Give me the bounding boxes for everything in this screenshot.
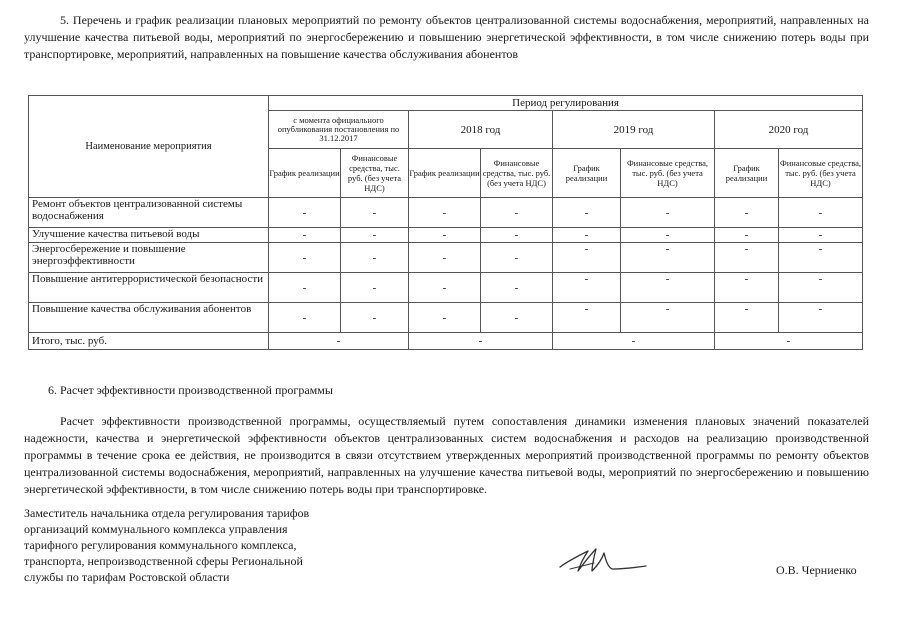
section-5-paragraph xyxy=(24,12,869,63)
total-cell: - xyxy=(409,333,553,350)
table-row xyxy=(29,228,863,243)
table-cell: - xyxy=(553,273,621,303)
section-5-text: 5. Перечень и график реализации плановых мероприятий по ремонту объектов централизованной системы водоснабжения, мероприятий, направленных на улучшение качества питьевой воды, мероприятий по энергосбережению и повышению энергетической эффективности, в том числе снижению потерь воды при транспортировке, мероприятий, направленных на повышение качества обслуживания абонентов xyxy=(24,13,869,61)
table-cell: - xyxy=(715,243,779,273)
signer-position-line: тарифного регулирования коммунального комплекса, xyxy=(24,538,297,552)
table-cell: - xyxy=(715,273,779,303)
table-cell: - xyxy=(409,303,481,333)
signer-name: О.В. Черниенко xyxy=(776,563,857,577)
row-label: Повышение качества обслуживания абонентов xyxy=(29,303,269,333)
table-cell: - xyxy=(481,198,553,228)
signer-position-line: Заместитель начальника отдела регулирования тарифов xyxy=(24,506,310,520)
table-cell: - xyxy=(409,273,481,303)
table-row xyxy=(29,303,863,333)
table-cell: - xyxy=(409,243,481,273)
table-cell: - xyxy=(779,303,863,333)
measures-table xyxy=(28,95,863,350)
subheader-schedule: График реализации xyxy=(715,149,779,198)
signer-position-line: транспорта, непроизводственной сферы Региональной xyxy=(24,554,303,568)
table-cell: - xyxy=(341,303,409,333)
table-cell: - xyxy=(269,198,341,228)
table-cell: - xyxy=(553,228,621,243)
total-cell: - xyxy=(269,333,409,350)
section-6-title: 6. Расчет эффективности производственной программы xyxy=(48,383,333,397)
table-cell: - xyxy=(481,303,553,333)
table-cell: - xyxy=(269,273,341,303)
header-group-2018: 2018 год xyxy=(409,111,553,149)
subheader-schedule: График реализации xyxy=(409,149,481,198)
table-cell: - xyxy=(409,228,481,243)
table-row xyxy=(29,198,863,228)
signer-position xyxy=(24,505,344,585)
subheader-schedule: График реализации xyxy=(269,149,341,198)
table-cell: - xyxy=(553,198,621,228)
section-6-paragraph xyxy=(24,413,869,498)
table-row xyxy=(29,273,863,303)
table-cell: - xyxy=(269,303,341,333)
header-measure-name: Наименование мероприятия xyxy=(29,96,269,198)
table-cell: - xyxy=(553,303,621,333)
signer-position-line: организаций коммунального комплекса управления xyxy=(24,522,288,536)
table-cell: - xyxy=(341,243,409,273)
table-cell: - xyxy=(715,198,779,228)
table-total-row xyxy=(29,333,863,350)
table-cell: - xyxy=(341,198,409,228)
header-group-2019: 2019 год xyxy=(553,111,715,149)
table-cell: - xyxy=(481,243,553,273)
subheader-finance: Финансовые средства, тыс. руб. (без учета НДС) xyxy=(621,149,715,198)
table-cell: - xyxy=(481,273,553,303)
table-cell: - xyxy=(779,228,863,243)
row-label: Улучшение качества питьевой воды xyxy=(29,228,269,243)
table-row xyxy=(29,243,863,273)
table-cell: - xyxy=(269,228,341,243)
table-cell: - xyxy=(621,303,715,333)
table-cell: - xyxy=(621,228,715,243)
table-cell: - xyxy=(269,243,341,273)
section-6-text: Расчет эффективности производственной программы, осуществляемый путем сопоставления динамики изменения плановых значений показателей надежности, качества и энергетической эффективности объектов централизованных систем водоснабжения и расходов на реализацию производственной программы в течение срока ее действия, не производится в связи отсутствием утвержденных мероприятий производственной программы по ремонту объектов централизованной системы водоснабжения, мероприятий, направленных на улучшение качества питьевой воды, мероприятий по энергосбережению и повышению энергетической эффективности, в том числе снижению потерь воды при транспортировке. xyxy=(24,414,869,496)
handwritten-signature xyxy=(558,541,648,577)
row-label: Повышение антитеррористической безопасности xyxy=(29,273,269,303)
subheader-schedule: График реализации xyxy=(553,149,621,198)
table-cell: - xyxy=(779,273,863,303)
row-label: Энергосбережение и повышение энергоэффективности xyxy=(29,243,269,273)
table-cell: - xyxy=(481,228,553,243)
table-cell: - xyxy=(779,243,863,273)
total-cell: - xyxy=(553,333,715,350)
table-cell: - xyxy=(341,273,409,303)
table-cell: - xyxy=(715,228,779,243)
table-cell: - xyxy=(553,243,621,273)
table-cell: - xyxy=(621,198,715,228)
subheader-finance: Финансовые средства, тыс. руб. (без учета НДС) xyxy=(341,149,409,198)
table-cell: - xyxy=(409,198,481,228)
signer-position-line: службы по тарифам Ростовской области xyxy=(24,570,230,584)
header-group-2017: с момента официального опубликования постановления по 31.12.2017 xyxy=(269,111,409,149)
header-group-2020: 2020 год xyxy=(715,111,863,149)
table-cell: - xyxy=(621,273,715,303)
table-cell: - xyxy=(621,243,715,273)
subheader-finance: Финансовые средства, тыс. руб. (без учета НДС) xyxy=(481,149,553,198)
total-cell: - xyxy=(715,333,863,350)
subheader-finance: Финансовые средства, тыс. руб. (без учета НДС) xyxy=(779,149,863,198)
total-label: Итого, тыс. руб. xyxy=(29,333,269,350)
row-label: Ремонт объектов централизованной системы водоснабжения xyxy=(29,198,269,228)
table-cell: - xyxy=(715,303,779,333)
header-period: Период регулирования xyxy=(269,96,863,111)
table-cell: - xyxy=(779,198,863,228)
table-cell: - xyxy=(341,228,409,243)
